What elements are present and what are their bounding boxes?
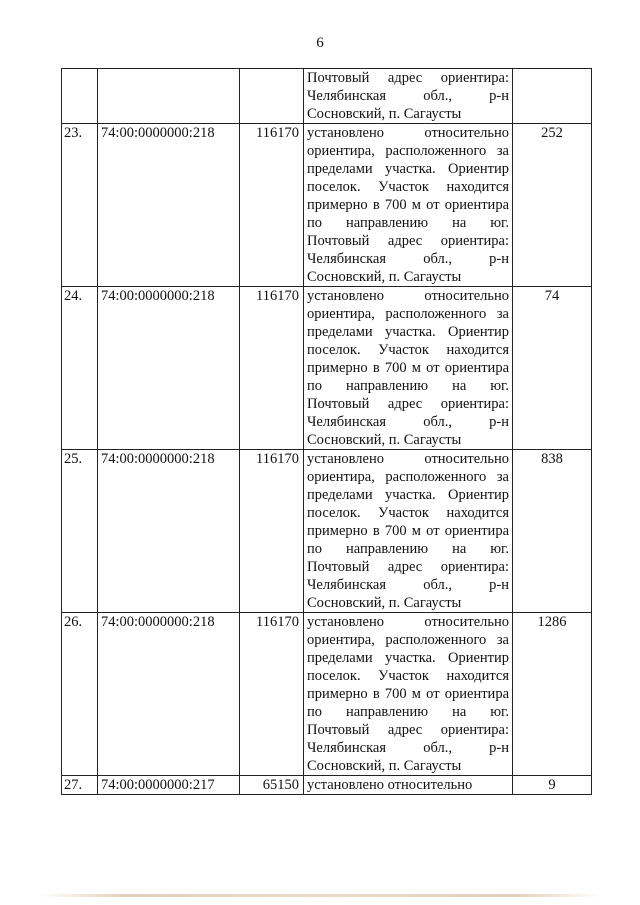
row-number-cell xyxy=(62,69,98,124)
location-description-cell: установлено относительно ориентира, расположенного за пределами участка. Ориентир поселок. Участок находится примерно в 700 м от ориентира по направлению на юг. Почтовый адрес ориентира: Челябинская обл., р-н Сосновский, п. Сагаусты xyxy=(304,613,513,776)
value-cell: 74 xyxy=(513,287,592,450)
area-cell: 116170 xyxy=(240,613,304,776)
scan-edge-mark xyxy=(40,894,600,897)
row-number-cell: 25. xyxy=(62,450,98,613)
area-cell: 116170 xyxy=(240,450,304,613)
table-row xyxy=(62,613,592,776)
location-description-cell: Почтовый адрес ориентира: Челябинская обл., р-н Сосновский, п. Сагаусты xyxy=(304,69,513,124)
cadastral-number-cell: 74:00:0000000:217 xyxy=(98,776,240,795)
land-plots-table xyxy=(61,68,592,795)
table-body xyxy=(62,69,592,795)
location-description-cell: установлено относительно ориентира, расположенного за пределами участка. Ориентир поселок. Участок находится примерно в 700 м от ориентира по направлению на юг. Почтовый адрес ориентира: Челябинская обл., р-н Сосновский, п. Сагаусты xyxy=(304,287,513,450)
page-number: 6 xyxy=(316,35,324,51)
area-cell: 116170 xyxy=(240,124,304,287)
table-row xyxy=(62,124,592,287)
cadastral-number-cell: 74:00:0000000:218 xyxy=(98,124,240,287)
value-cell: 9 xyxy=(513,776,592,795)
row-number-cell: 27. xyxy=(62,776,98,795)
table-row xyxy=(62,69,592,124)
location-description-cell: установлено относительно xyxy=(304,776,513,795)
table-row xyxy=(62,776,592,795)
value-cell: 252 xyxy=(513,124,592,287)
cadastral-number-cell xyxy=(98,69,240,124)
value-cell: 838 xyxy=(513,450,592,613)
cadastral-number-cell: 74:00:0000000:218 xyxy=(98,287,240,450)
area-cell: 65150 xyxy=(240,776,304,795)
location-description-cell: установлено относительно ориентира, расположенного за пределами участка. Ориентир поселок. Участок находится примерно в 700 м от ориентира по направлению на юг. Почтовый адрес ориентира: Челябинская обл., р-н Сосновский, п. Сагаусты xyxy=(304,450,513,613)
value-cell xyxy=(513,69,592,124)
value-cell: 1286 xyxy=(513,613,592,776)
cadastral-number-cell: 74:00:0000000:218 xyxy=(98,613,240,776)
row-number-cell: 23. xyxy=(62,124,98,287)
table-row xyxy=(62,450,592,613)
area-cell: 116170 xyxy=(240,287,304,450)
row-number-cell: 26. xyxy=(62,613,98,776)
table-row xyxy=(62,287,592,450)
cadastral-number-cell: 74:00:0000000:218 xyxy=(98,450,240,613)
area-cell xyxy=(240,69,304,124)
location-description-cell: установлено относительно ориентира, расположенного за пределами участка. Ориентир поселок. Участок находится примерно в 700 м от ориентира по направлению на юг. Почтовый адрес ориентира: Челябинская обл., р-н Сосновский, п. Сагаусты xyxy=(304,124,513,287)
row-number-cell: 24. xyxy=(62,287,98,450)
